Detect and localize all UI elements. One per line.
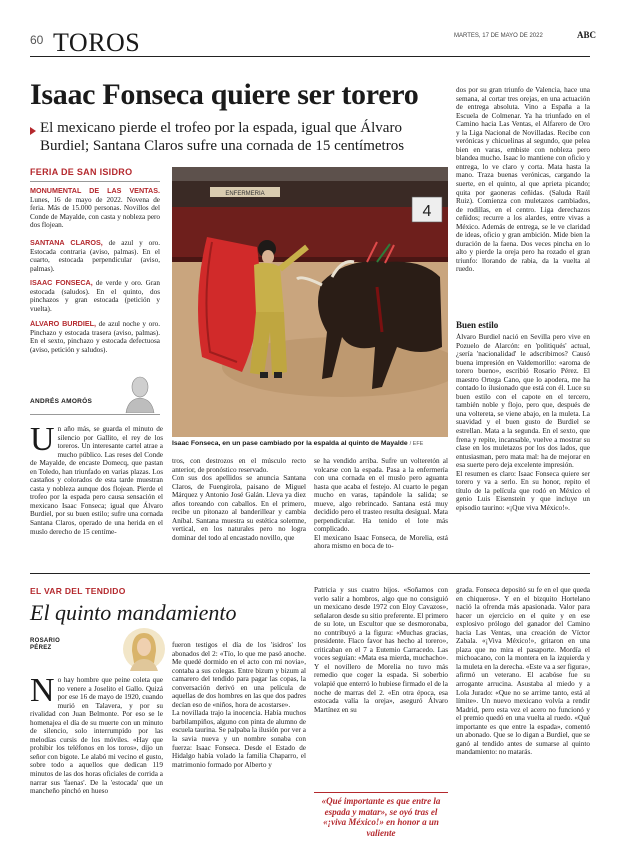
sidebar-torero-1: [30, 239, 160, 273]
column-title: El quinto mandamiento: [30, 600, 237, 625]
section-title: TOROS: [53, 28, 141, 57]
column-author: ROSARIO PÉREZ: [30, 638, 61, 651]
torero1-name: SANTANA CLAROS,: [30, 239, 103, 247]
sidebar-plaza: [30, 187, 160, 230]
columnist-portrait: [122, 627, 166, 671]
caption-text: Isaac Fonseca, en un pase cambiado por la espalda al quinto de Mayalde: [172, 440, 408, 447]
torero3-text: de azul noche y oro. Pinchazo y estocada trasera (aviso, palmas). En el sexto, pinchazo y estocada defectuosa (aviso, petición y saludos).: [30, 320, 160, 354]
column-col1: No hay hombre que peine coleta que no venere a Joselito el Gallo. Quizá por ese 16 de mayo de 1920, cuando murió en Talavera, y por su rivalidad con Juan Belmonte. Por eso se le homenajea el día de su muerte con un minuto de silencio, solo interrumpido por las melodías cursis de los móviles. «Hay que prohibir los teléfonos en los toros», dijo un señor con bigote. Le alabó mi vecino el gusto, sobre todo a aquellos que dedican 119 minutos de las dos horas oficiales de corrida a narrar sus 'faenas'. De la 'estocada' que un mancheño pinchó en hueso: [30, 676, 163, 796]
author-portrait: [118, 373, 158, 413]
byline-rule: [30, 414, 160, 415]
torero3-name: ÁLVARO BURDIEL,: [30, 320, 97, 328]
article-body-col4-bottom: Álvaro Burdiel nació en Sevilla pero vive en Pozuelo de Alarcón: en 'politiqués' actual, ¿sería 'nacionalidad' le adscribimos? Causó buena impresión en Valdemorillo: «aroma de torero bueno», escribió Rosario Pérez. El maestro Ortega Cano, que lo apodera, me ha contado lo ilusionado que está con él. Luce su buen estilo con el capote en el tercero, también noble y flojo, pero que, después de una voltereta, se viene abajo, en la muleta. La suavidad y el buen gusto de Burdiel se estrellan. Mata a la segunda. En el sexto, que frena y repite, incansable, vuelve a mostrar su clase en los muletazos por los dos lados, que entusiasman, pero mata mal: ha de mejorar en esa suerte pero deja excelente impresión. El resumen es claro: Isaac Fonseca quiere ser torero y va a serlo. En su honor, repito el título de la película que rodó en México el genio Luis Eisenstein y que incluye un episodio taurino: «¡Que viva México!».: [456, 333, 590, 512]
article-body-col3: se ha vendido arriba. Sufre un volteretón al volcarse con la espada. Pasa a la enfermería con una cornada en el muslo pero aguanta hasta que acaba el festejo. Al cuarto le pegan mucho en varas, tapándole la salida; se mueve, algo rebrincado. Santana está muy decidido pero el trasteo resulta desigual. Mata perpendicular. Ha tenido el lote más complicado. El mexicano Isaac Fonseca, de Morelia, está ahora mismo en boca de to-: [314, 457, 448, 551]
article-body-col2: tros, con destrozos en el músculo recto anterior, de pronóstico reservado. Con sus dos apellidos se anuncia Santana Claros, de Fuengirola, paisano de Miguel Márquez y Antonio José Galán. Lleva ya diez años toreando con caballos. En el primero, recibe un pitonazo al banderillear y cambia Aníbal. Santana muestra su estética solemne, vertical, en los naturales pero no logra dominar del todo al encastado novillo, que: [172, 457, 306, 542]
torero2-text: de verde y oro. Gran estocada (saludos). En el quinto, dos pinchazos y gran estocada (petición y vuelta).: [30, 279, 160, 313]
column-col2: fueron testigos el día de los 'isidros' los abonados del 2: «Tío, lo que me pasó anoche. Me quedé dormido en el acto con mi novia», contaba a sus colegas. Entre bizum y bizum al camarero del tendido para pagar las copas, la conversación derivó en una película de aquellas de dos hombres en las que dos padres decían eso de «niños, hora de acostarse». La novillada trajo la inocencia. Había muchos barbilampiños, alguno con pinta de alumno de escuela taurina. Se palpaba la ilusión por ver a la savia nueva y un nombre sonaba con fuerza: Isaac Fonseca. Desde el Estado de Hidalgo había volado la familia Chaparro, el matrimonio formado por Alberto y: [172, 641, 306, 769]
sidebar-torero-3: [30, 320, 160, 354]
torero1-text: de azul y oro. Estocada contraria (aviso, palmas). En el cuarto, estocada perpendicular (aviso, palmas).: [30, 239, 160, 273]
sidebar-kicker: FERIA DE SAN ISIDRO: [30, 167, 133, 177]
pull-quote: «Qué importante es que entre la espada y matar», se oyó tras el «¡viva México!» en honor a un valiente: [321, 796, 441, 838]
subhead-buen-estilo: Buen estilo: [456, 320, 499, 330]
date: MARTES, 17 DE MAYO DE 2022: [454, 33, 543, 39]
subheadline: El mexicano pierde el trofeo por la espada, igual que Álvaro Burdiel; Santana Claros sufre una cornada de 15 centímetros: [40, 120, 405, 154]
sidebar-rule: [30, 181, 160, 182]
section-separator: [30, 573, 590, 574]
subheadline-bullet: [30, 127, 36, 135]
torero2-name: ISAAC FONSECA,: [30, 279, 93, 287]
photo-credit: / EFE: [409, 441, 424, 447]
headline: Isaac Fonseca quiere ser torero: [30, 78, 419, 111]
burladero-number: 4: [422, 203, 432, 220]
enfermeria-label: ENFERMERIA: [225, 191, 265, 197]
sidebar-torero-2: [30, 279, 160, 313]
column-kicker: EL VAR DEL TENDIDO: [30, 586, 126, 596]
article-body-col1: Un año más, se guarda el minuto de silencio por Gallito, el rey de los toreros. Un interesante cartel atrae a mucho público. Las reses del Conde de Mayalde, de encaste Domecq, que pastan en Toledo, han triunfado en varias plazas. Los castaños y colorados de esta tarde muestran casta y nobleza aunque dos flojean. Pierde el trofeo por la espada pero causa sensación el mexicano Isaac Fonseca; igual que Álvaro Burdiel, por su buen estilo; sufre una cornada Santana Claros, operado de una herida en el muslo derecho de 15 centíme-: [30, 425, 163, 536]
byline: ANDRÉS AMORÓS: [30, 398, 93, 405]
plaza-title: MONUMENTAL DE LAS VENTAS.: [30, 187, 160, 195]
article-body-col4-top: dos por su gran triunfo de Valencia, hace una semana, al cortar tres orejas, en una actuación de entrega absoluta. Vino a España a la Escuela de Colmenar. Ya ha triunfado en el Camino hacia Las Ventas, el Alfarero de Oro y la Liga Nacional de Novilladas. Recibe con verónicas y chicuelinas al segundo, que pelea bien en varas, embiste con nobleza pero blandea mucho. Isaac lo mantiene con oficio y entrega, lo ve claro y corta. Mata hasta la mano. Traza buenas verónicas, cargando la suerte, en el quinto, al que aprieta picando; quita por gaoneras ceñidas. (Saluda Raúl Ruiz). Comienza con muletazos cambiados, de rodillas, en el centro. Liga derechazos ceñidos; recurre a los alardes, entre vivas a México. Además de entrega, se le ve claridad de ideas, oficio y gran ambición. Mide bien la duración de la faena. Dos veces pincha en lo alto y pierde la oreja pero ha rozado el gran triunfo: llorando de rabia, da la vuelta al ruedo.: [456, 86, 590, 274]
photo-caption: [172, 440, 448, 448]
quote-rule-top: [314, 792, 448, 793]
bullfight-photo: [172, 167, 448, 437]
header-rule: [30, 56, 590, 57]
column-col4: grada. Fonseca depositó su fe en el que queda en chiqueros». Y en el bizquito Hortelano nació la ofrenda más apasionada. Valor para hacer un ejercicio en el quite y en ese explosivo prólogo del ganador del Camino hacia Las Ventas, una creación de Víctor Zabala. «¡Viva México!», gritaron en una plaza que no mira el pasaporte. Mordía el michoacano, con la montera en la izquierda y la muleta en la derecha. «Este va a ser figura», afirmó un veterano. El acabóse fue su arrogante arrucina. Asustaba al miedo y a Lola Jurado: «Que no se arrime tanto, está al límite». Un nuevo mexicano volvía a rendir Madrid, pero esta vez el acero no funcionó y el premio quedó en una vuelta al ruedo. «Qué importante es que entre la espada», comentó un abonado. Que se lo digan a Burdiel, que se ganó al tendido antes de sumarse al quinto mandamiento: no matarás.: [456, 586, 590, 757]
column-col3: Patricia y sus cuatro hijos. «Soñamos con verlo salir a hombros, algo que no consiguió un mexicano desde 1972 con Eloy Cavazos», señalaron desde su sitio preferente. El primero de su lote, un Escultor que se desmoronaba, no contribuyó a la figura: «Muchas gracias, presidente. Flaco favor has hecho al torero», criticaban en el 7 a Eutemio Carracedo. Las voces seguían: «Mata esa mierda, muchacho». Y el novillero de Morelia no tuvo más remedio que coger la espada. Si soberbio volapié que enterró lo hubiese firmado el de la noche de marras del 2. «En otra época, esa estocada valía la oreja», aseguró Álvaro Martínez en su: [314, 586, 448, 714]
drop-cap: U: [30, 425, 55, 458]
brand-logo: ABC: [577, 30, 597, 40]
plaza-text: Lunes, 16 de mayo de 2022. Novena de feria. Más de 15.000 personas. Novillos del Conde de Mayalde, con casta y nobleza pero dos flojean.: [30, 195, 160, 230]
page-number: 60: [30, 33, 44, 47]
column-drop-cap: N: [30, 676, 55, 709]
